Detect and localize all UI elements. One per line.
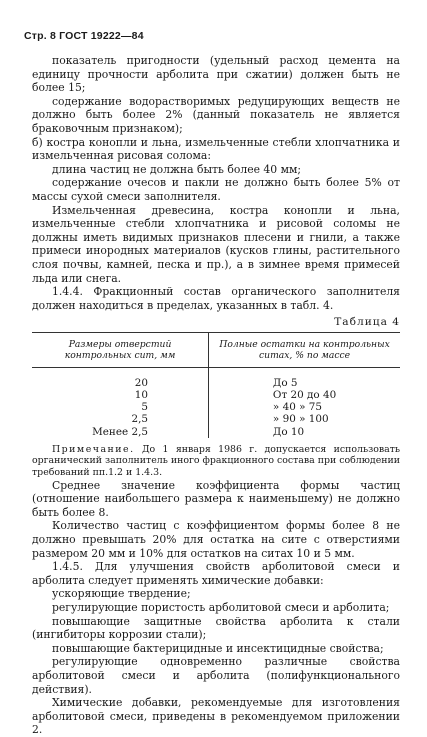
table-cell: От 20 до 40 bbox=[272, 389, 337, 402]
paragraph: ускоряющие твердение; bbox=[52, 587, 191, 601]
table-note bbox=[32, 444, 400, 479]
table-column-sizes bbox=[32, 367, 209, 438]
table-cell: 5 bbox=[141, 401, 148, 414]
document-body bbox=[32, 54, 400, 737]
table-cell: 2,5 bbox=[131, 413, 148, 426]
table-cell: До 10 bbox=[272, 425, 305, 438]
table-cell: До 5 bbox=[272, 376, 298, 389]
paragraph: б) костра конопли и льна, измельченные стебли хлопчатника и измельченная рисовая солома: bbox=[32, 135, 400, 163]
table-header-sieve-size: Размеры отверстий контрольных сит, мм bbox=[32, 332, 209, 367]
paragraph: Среднее значение коэффициента формы частиц (отношение наибольшего размера к наименьшему) не должно быть более 8. bbox=[32, 478, 400, 519]
paragraph: регулирующие пористость арболитовой смеси и арболита; bbox=[52, 601, 390, 615]
paragraph: содержание водорастворимых редуцирующих веществ не должно быть более 2% (данный показатель не является браковочным признаком); bbox=[32, 94, 400, 135]
table-header-residue: Полные остатки на контрольных ситах, % по массе bbox=[209, 332, 400, 367]
table-cell: 10 bbox=[134, 389, 148, 402]
paragraph: регулирующие одновременно различные свойства арболитовой смеси и арболита (полифункционального действия). bbox=[32, 655, 400, 696]
paragraph: Химические добавки, рекомендуемые для изготовления арболитовой смеси, приведены в рекомендуемом приложении 2. bbox=[32, 696, 400, 737]
note-label: Примечание. bbox=[52, 443, 135, 455]
note-text: До 1 января 1986 г. допускается использовать органический заполнитель иного фракционного состава при соблюдении требований пп.1.2 и 1.4.3. bbox=[32, 443, 400, 479]
table-cell: » 40 » 75 bbox=[272, 401, 322, 414]
paragraph: показатель пригодности (удельный расход цемента на единицу прочности арболита при сжатии) должен быть не более 15; bbox=[32, 54, 400, 95]
paragraph: повышающие защитные свойства арболита к стали (ингибиторы коррозии стали); bbox=[32, 614, 400, 642]
page-header: Стр. 8 ГОСТ 19222—84 bbox=[24, 30, 144, 42]
table-column-residues bbox=[209, 367, 400, 438]
table-cell: » 90 » 100 bbox=[272, 413, 329, 426]
paragraph: Количество частиц с коэффициентом формы более 8 не должно превышать 20% для остатка на сите с отверстиями размером 20 мм и 10% для остатков на ситах 10 и 5 мм. bbox=[32, 519, 400, 560]
table-title: Таблица 4 bbox=[334, 316, 400, 329]
paragraph: повышающие бактерицидные и инсектицидные свойства; bbox=[52, 641, 384, 655]
fraction-table bbox=[32, 332, 400, 438]
paragraph: содержание очесов и пакли не должно быть более 5% от массы сухой смеси заполнителя. bbox=[32, 176, 400, 203]
paragraph: длина частиц не должна быть более 40 мм; bbox=[52, 162, 302, 176]
paragraph: 1.4.5. Для улучшения свойств арболитовой смеси и арболита следует применять химические добавки: bbox=[32, 560, 400, 587]
paragraph: Измельченная древесина, костра конопли и льна, измельченные стебли хлопчатника и рисовой соломы не должны иметь видимых признаков плесени и гнили, а также примеси инородных материалов (кусков глины, растительного слоя почвы, камней, песка и пр.), а в зимнее время примесей льда или снега. bbox=[32, 203, 400, 285]
paragraph: 1.4.4. Фракционный состав органического заполнителя должен находиться в пределах, указанных в табл. 4. bbox=[32, 285, 400, 312]
table-cell: Менее 2,5 bbox=[92, 425, 148, 438]
table-cell: 20 bbox=[134, 376, 148, 389]
